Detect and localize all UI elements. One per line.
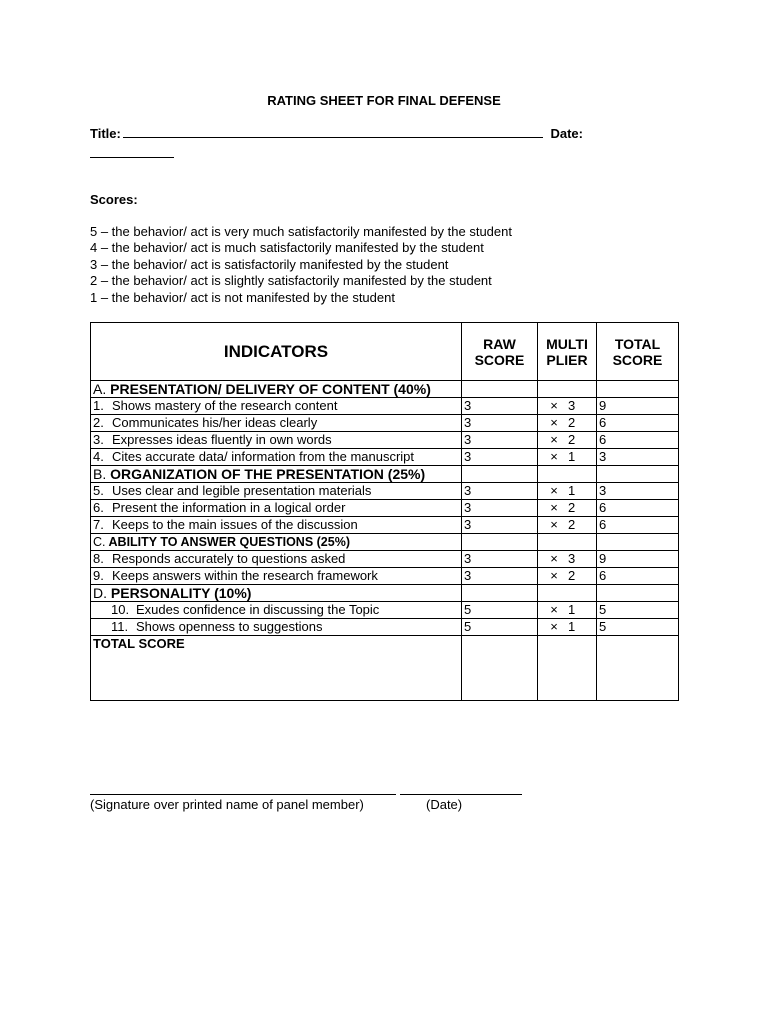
total-score-cell[interactable]: 5 bbox=[597, 602, 679, 619]
total-score-row bbox=[91, 636, 679, 701]
total-raw-cell[interactable] bbox=[462, 636, 538, 701]
total-score-cell[interactable]: 3 bbox=[597, 449, 679, 466]
table-row: 11. Shows openness to suggestions 5 × 1 5 bbox=[91, 619, 679, 636]
table-row: 6. Present the information in a logical order 3 × 2 6 bbox=[91, 500, 679, 517]
scale-line-3: 3 – the behavior/ act is satisfactorily manifested by the student bbox=[90, 256, 449, 272]
table-row: 10. Exudes confidence in discussing the Topic 5 × 1 5 bbox=[91, 602, 679, 619]
raw-score-cell[interactable]: 3 bbox=[462, 398, 538, 415]
total-score-cell[interactable]: 6 bbox=[597, 568, 679, 585]
raw-score-cell[interactable]: 3 bbox=[462, 432, 538, 449]
section-row-a bbox=[91, 381, 679, 398]
multiplier-cell: × 2 bbox=[538, 415, 597, 432]
table-row: 3. Expresses ideas fluently in own words 3 × 2 6 bbox=[91, 432, 679, 449]
page-heading: RATING SHEET FOR FINAL DEFENSE bbox=[267, 93, 501, 108]
section-title: D. PERSONALITY (10%) bbox=[91, 585, 462, 602]
signature-label: (Signature over printed name of panel member) bbox=[90, 797, 364, 812]
table-row: 2. Communicates his/her ideas clearly 3 × 2 6 bbox=[91, 415, 679, 432]
indicator-text: Shows openness to suggestions bbox=[136, 619, 323, 634]
rating-table bbox=[90, 322, 679, 701]
section-row-d bbox=[91, 585, 679, 602]
total-score-cell[interactable]: 9 bbox=[597, 551, 679, 568]
section-title: C. ABILITY TO ANSWER QUESTIONS (25%) bbox=[91, 534, 462, 551]
header-total-score: TOTAL SCORE bbox=[597, 323, 679, 381]
total-score-cell[interactable]: 9 bbox=[597, 398, 679, 415]
table-row: 4. Cites accurate data/ information from the manuscript 3 × 1 3 bbox=[91, 449, 679, 466]
total-score-cell[interactable]: 6 bbox=[597, 500, 679, 517]
scale-line-2: 2 – the behavior/ act is slightly satisfactorily manifested by the student bbox=[90, 273, 492, 289]
multiplier-cell: × 2 bbox=[538, 517, 597, 534]
total-score-cell[interactable]: 6 bbox=[597, 517, 679, 534]
header-multiplier: MULTI PLIER bbox=[538, 323, 597, 381]
multiplier-cell: × 2 bbox=[538, 568, 597, 585]
indicator-text: Shows mastery of the research content bbox=[112, 398, 338, 413]
total-score-label: TOTAL SCORE bbox=[91, 636, 462, 701]
table-row: 8. Responds accurately to questions asked 3 × 3 9 bbox=[91, 551, 679, 568]
table-row: 7. Keeps to the main issues of the discussion 3 × 2 6 bbox=[91, 517, 679, 534]
score-scale bbox=[90, 224, 650, 306]
indicator-text: Expresses ideas fluently in own words bbox=[112, 432, 332, 447]
signature-date-line[interactable] bbox=[400, 794, 522, 795]
date-blank[interactable] bbox=[90, 157, 174, 158]
section-row-c bbox=[91, 534, 679, 551]
raw-score-cell[interactable]: 5 bbox=[462, 602, 538, 619]
indicator-text: Keeps answers within the research framework bbox=[112, 568, 378, 583]
multiplier-cell: × 1 bbox=[538, 602, 597, 619]
multiplier-cell: × 2 bbox=[538, 432, 597, 449]
scale-line-5: 5 – the behavior/ act is very much satisfactorily manifested by the student bbox=[90, 224, 512, 239]
total-multiplier-cell bbox=[538, 636, 597, 701]
indicator-text: Present the information in a logical order bbox=[112, 500, 346, 515]
raw-score-cell[interactable]: 3 bbox=[462, 551, 538, 568]
section-title: B. ORGANIZATION OF THE PRESENTATION (25%) bbox=[91, 466, 462, 483]
scores-label: Scores: bbox=[90, 192, 138, 207]
indicator-text: Communicates his/her ideas clearly bbox=[112, 415, 318, 430]
header-indicators: INDICATORS bbox=[91, 323, 462, 381]
table-row: 1. Shows mastery of the research content 3 × 3 9 bbox=[91, 398, 679, 415]
date-label: Date: bbox=[550, 126, 583, 141]
total-score-cell[interactable]: 6 bbox=[597, 415, 679, 432]
section-title: A. PRESENTATION/ DELIVERY OF CONTENT (40%) bbox=[91, 381, 462, 398]
scale-line-1: 1 – the behavior/ act is not manifested by the student bbox=[90, 289, 395, 305]
raw-score-cell[interactable]: 3 bbox=[462, 568, 538, 585]
signature-date-label: (Date) bbox=[426, 797, 463, 812]
header-raw-score: RAW SCORE bbox=[462, 323, 538, 381]
table-header-row bbox=[91, 323, 679, 381]
multiplier-cell: × 1 bbox=[538, 449, 597, 466]
raw-score-cell[interactable]: 3 bbox=[462, 500, 538, 517]
indicator-text: Cites accurate data/ information from the manuscript bbox=[112, 449, 415, 464]
multiplier-cell: × 2 bbox=[538, 500, 597, 517]
title-blank[interactable] bbox=[123, 126, 543, 138]
title-field-line bbox=[90, 126, 690, 141]
multiplier-cell: × 3 bbox=[538, 551, 597, 568]
table-row: 9. Keeps answers within the research framework 3 × 2 6 bbox=[91, 568, 679, 585]
raw-score-cell[interactable]: 3 bbox=[462, 483, 538, 500]
total-score-cell[interactable]: 6 bbox=[597, 432, 679, 449]
raw-score-cell[interactable]: 3 bbox=[462, 415, 538, 432]
section-row-b bbox=[91, 466, 679, 483]
raw-score-cell[interactable]: 5 bbox=[462, 619, 538, 636]
multiplier-cell: × 1 bbox=[538, 483, 597, 500]
raw-score-cell[interactable]: 3 bbox=[462, 517, 538, 534]
indicator-text: Keeps to the main issues of the discussion bbox=[112, 517, 358, 532]
total-score-cell[interactable]: 5 bbox=[597, 619, 679, 636]
total-score-cell[interactable]: 3 bbox=[597, 483, 679, 500]
indicator-text: Uses clear and legible presentation materials bbox=[112, 483, 372, 498]
indicator-text: Exudes confidence in discussing the Topic bbox=[136, 602, 380, 617]
title-label: Title: bbox=[90, 126, 121, 141]
indicator-text: Responds accurately to questions asked bbox=[112, 551, 346, 566]
raw-score-cell[interactable]: 3 bbox=[462, 449, 538, 466]
multiplier-cell: × 1 bbox=[538, 619, 597, 636]
grand-total-cell[interactable] bbox=[597, 636, 679, 701]
multiplier-cell: × 3 bbox=[538, 398, 597, 415]
scale-line-4: 4 – the behavior/ act is much satisfactorily manifested by the student bbox=[90, 240, 484, 256]
signature-line[interactable] bbox=[90, 794, 396, 795]
table-row: 5. Uses clear and legible presentation materials 3 × 1 3 bbox=[91, 483, 679, 500]
